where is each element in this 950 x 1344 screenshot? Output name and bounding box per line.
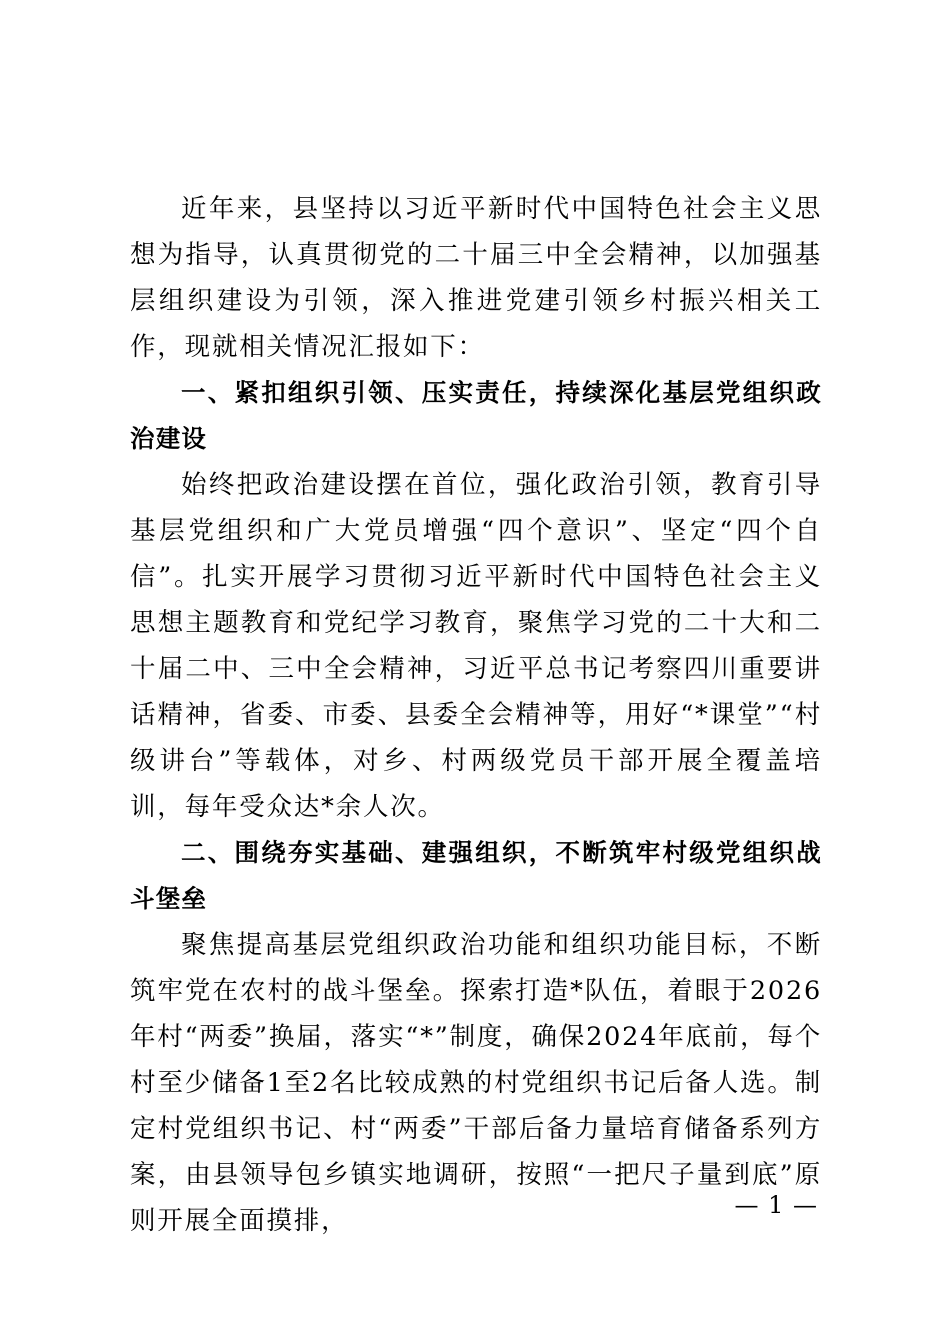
intro-paragraph: 近年来，县坚持以习近平新时代中国特色社会主义思想为指导，认真贯彻党的二十届三中全会精神，以加强基层组织建设为引领，深入推进党建引领乡村振兴相关工作，现就相关情况汇报如下： [130,194,822,362]
section-heading-2: 二、围绕夯实基础、建强组织，不断筑牢村级党组织战斗堡垒 [130,838,822,913]
section-2-paragraph: 聚焦提高基层党组织政治功能和组织功能目标，不断筑牢党在农村的战斗堡垒。探索打造*队伍，着眼于2026年村“两委”换届，落实“*”制度，确保2024年底前，每个村至少储备1至2名比较成熟的村党组织书记后备人选。制定村党组织书记、村“两委”干部后备力量培育储备系列方案，由县领导包乡镇实地调研，按照“一把尺子量到底”原则开展全面摸排， [130,930,822,1236]
document-body [130,186,822,1244]
section-heading-1: 一、紧扣组织引领、压实责任，持续深化基层党组织政治建设 [130,378,822,453]
page-number: — 1 — [734,1191,818,1219]
section-1-paragraph: 始终把政治建设摆在首位，强化政治引领，教育引导基层党组织和广大党员增强“四个意识”、坚定“四个自信”。扎实开展学习贯彻习近平新时代中国特色社会主义思想主题教育和党纪学习教育，聚焦学习党的二十大和二十届二中、三中全会精神，习近平总书记考察四川重要讲话精神，省委、市委、县委全会精神等，用好“*课堂”“村级讲台”等载体，对乡、村两级党员干部开展全覆盖培训，每年受众达*余人次。 [130,470,822,822]
